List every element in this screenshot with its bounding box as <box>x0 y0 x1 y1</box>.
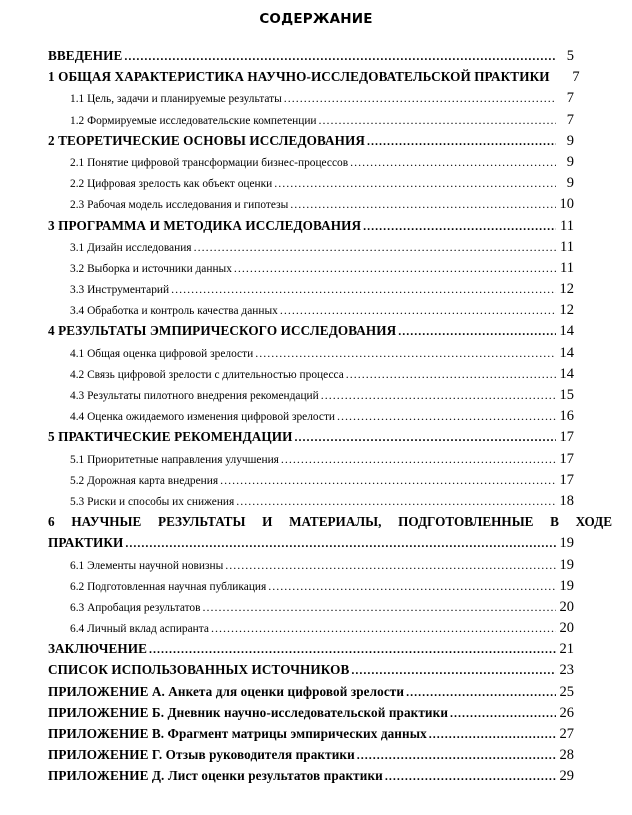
dot-leader <box>357 749 556 761</box>
toc-entry-page: 17 <box>559 429 574 446</box>
dot-leader <box>363 220 556 232</box>
toc-entry-label: 2 ТЕОРЕТИЧЕСКИЕ ОСНОВЫ ИССЛЕДОВАНИЯ <box>48 132 366 148</box>
dot-leader <box>211 622 556 634</box>
toc-entry-page: 14 <box>559 323 574 340</box>
dot-leader <box>385 770 556 782</box>
toc-entry-1-2[interactable] <box>48 112 632 133</box>
toc-entry-5-2[interactable] <box>48 472 632 493</box>
toc-entry-appendix-a[interactable] <box>48 684 632 705</box>
toc-entry-appendix-v[interactable] <box>48 726 632 747</box>
toc-entry-page: 5 <box>566 48 574 64</box>
toc-entry-page: 11 <box>560 259 574 276</box>
dot-leader <box>281 453 556 465</box>
dot-leader <box>234 262 556 274</box>
toc-entry-page: 19 <box>559 577 574 594</box>
toc-entry-page: 21 <box>559 641 574 658</box>
toc-entry-page: 16 <box>559 408 574 425</box>
dot-leader <box>125 537 556 549</box>
toc-entry-2-3[interactable] <box>48 196 632 217</box>
toc-entry-page: 26 <box>559 704 574 721</box>
toc-entry-section-3[interactable] <box>48 218 632 239</box>
dot-leader <box>236 495 556 507</box>
toc-entry-page: 19 <box>559 556 574 573</box>
toc-entry-label: 4.4 Оценка ожидаемого изменения цифровой зрелости <box>70 411 336 424</box>
toc-entry-page: 11 <box>560 217 574 234</box>
toc-entry-appendix-d[interactable] <box>48 768 632 789</box>
dot-leader <box>406 686 556 698</box>
toc-entry-label: 6.1 Элементы научной новизны <box>70 559 224 572</box>
toc-entry-label: 2.3 Рабочая модель исследования и гипотезы <box>70 199 289 212</box>
toc-entry-label: 4.1 Общая оценка цифровой зрелости <box>70 347 254 360</box>
dot-leader <box>398 325 556 337</box>
toc-entry-page: 7 <box>566 111 574 128</box>
toc-entry-3-4[interactable] <box>48 302 632 323</box>
toc-entry-page: 20 <box>559 598 574 615</box>
toc-entry-page: 17 <box>559 471 574 488</box>
toc-entry-page: 12 <box>559 281 574 298</box>
dot-leader <box>194 241 556 253</box>
dot-leader <box>203 601 557 613</box>
toc-entry-6-3[interactable] <box>48 599 632 620</box>
toc-entry-page: 9 <box>566 153 574 170</box>
toc-entry-section-6-line1[interactable]: 6 НАУЧНЫЕ РЕЗУЛЬТАТЫ И МАТЕРИАЛЫ, ПОДГОТОВЛЕННЫЕ В ХОДЕ <box>48 514 612 530</box>
toc-entry-5-3[interactable] <box>48 493 632 514</box>
toc-entry-label: 1.2 Формируемые исследовательские компетенции <box>70 114 317 127</box>
toc-entry-section-5[interactable] <box>48 429 632 450</box>
toc-entry-label: 3.1 Дизайн исследования <box>70 241 192 254</box>
toc-entry-label: 1 ОБЩАЯ ХАРАКТЕРИСТИКА НАУЧНО-ИССЛЕДОВАТЕЛЬСКОЙ ПРАКТИКИ <box>48 69 550 85</box>
toc-entry-page: 10 <box>559 196 574 213</box>
toc-entry-label: 3.3 Инструментарий <box>70 284 170 297</box>
toc-entry-label: 3.2 Выборка и источники данных <box>70 262 232 275</box>
toc-entry-page: 18 <box>559 492 574 509</box>
toc-entry-page: 14 <box>559 344 574 361</box>
dot-leader <box>124 50 556 62</box>
table-of-contents <box>48 48 632 790</box>
toc-entry-label: 2.1 Понятие цифровой трансформации бизнес-процессов <box>70 156 349 169</box>
dot-leader <box>268 580 556 592</box>
toc-entry-label: 5 ПРАКТИЧЕСКИЕ РЕКОМЕНДАЦИИ <box>48 429 293 445</box>
toc-entry-label: 5.3 Риски и способы их снижения <box>70 495 235 508</box>
toc-entry-appendix-b[interactable] <box>48 705 632 726</box>
toc-entry-4-3[interactable] <box>48 387 632 408</box>
toc-entry-6-4[interactable] <box>48 620 632 641</box>
toc-entry-label: ПРИЛОЖЕНИЕ Г. Отзыв руководителя практики <box>48 747 355 763</box>
toc-entry-label: 6.4 Личный вклад аспиранта <box>70 623 209 636</box>
toc-entry-page: 15 <box>559 387 574 403</box>
toc-entry-appendix-g[interactable] <box>48 747 632 768</box>
toc-entry-page: 7 <box>572 69 580 86</box>
dot-leader <box>351 664 556 676</box>
toc-entry-label: ЗАКЛЮЧЕНИЕ <box>48 641 148 657</box>
toc-entry-3-3[interactable] <box>48 281 632 302</box>
toc-entry-6-1[interactable] <box>48 557 632 578</box>
toc-entry-label: ПРИЛОЖЕНИЕ Б. Дневник научно-исследовательской практики <box>48 704 449 720</box>
toc-entry-page: 7 <box>566 90 574 107</box>
toc-entry-6-2[interactable] <box>48 578 632 599</box>
toc-entry-page: 27 <box>559 726 574 742</box>
toc-entry-label: ПРИЛОЖЕНИЕ Д. Лист оценки результатов практики <box>48 768 383 784</box>
dot-leader <box>290 198 556 210</box>
toc-entry-label: 6.3 Апробация результатов <box>70 601 201 614</box>
toc-entry-page: 9 <box>566 132 574 149</box>
toc-entry-1-1[interactable] <box>48 90 632 111</box>
dot-leader <box>225 559 556 571</box>
toc-entry-page: 17 <box>559 450 574 467</box>
toc-entry-section-2[interactable] <box>48 133 632 154</box>
dot-leader <box>274 177 556 189</box>
dot-leader <box>255 347 556 359</box>
dot-leader <box>350 156 556 168</box>
dot-leader <box>321 389 556 401</box>
toc-entry-page: 28 <box>559 747 574 764</box>
toc-entry-label: 4 РЕЗУЛЬТАТЫ ЭМПИРИЧЕСКОГО ИССЛЕДОВАНИЯ <box>48 323 397 339</box>
dot-leader <box>294 431 556 443</box>
toc-entry-label: 5.1 Приоритетные направления улучшения <box>70 453 279 466</box>
toc-entry-4-4[interactable] <box>48 408 632 429</box>
toc-entry-label: 6.2 Подготовленная научная публикация <box>70 580 267 593</box>
toc-entry-page: 25 <box>559 683 574 700</box>
toc-entry-2-2[interactable] <box>48 175 632 196</box>
dot-leader <box>220 474 556 486</box>
toc-entry-5-1[interactable] <box>48 451 632 472</box>
toc-entry-introduction[interactable] <box>48 48 632 69</box>
toc-entry-label: 2.2 Цифровая зрелость как объект оценки <box>70 178 273 191</box>
dot-leader <box>171 283 556 295</box>
toc-entry-page: 12 <box>559 302 574 319</box>
toc-entry-4-1[interactable] <box>48 345 632 366</box>
toc-entry-3-2[interactable] <box>48 260 632 281</box>
toc-entry-label: 1.1 Цель, задачи и планируемые результаты <box>70 93 282 106</box>
toc-entry-section-1[interactable] <box>48 69 632 90</box>
toc-entry-label: ВВЕДЕНИЕ <box>48 48 123 63</box>
toc-entry-page: 29 <box>559 768 574 785</box>
toc-entry-section-6[interactable] <box>48 535 632 556</box>
toc-entry-conclusion[interactable] <box>48 641 632 662</box>
dot-leader <box>319 114 556 126</box>
dot-leader <box>367 135 556 147</box>
toc-entry-references[interactable] <box>48 662 632 683</box>
toc-entry-label: ПРИЛОЖЕНИЕ А. Анкета для оценки цифровой зрелости <box>48 683 405 699</box>
toc-entry-label: 3 ПРОГРАММА И МЕТОДИКА ИССЛЕДОВАНИЯ <box>48 217 362 233</box>
toc-entry-page: 19 <box>559 535 574 552</box>
toc-entry-page: 23 <box>559 662 574 679</box>
toc-entry-label: 5.2 Дорожная карта внедрения <box>70 474 219 487</box>
dot-leader <box>149 643 556 655</box>
dot-leader <box>429 728 556 740</box>
toc-entry-label: ПРАКТИКИ <box>48 535 124 551</box>
toc-entry-label: 4.2 Связь цифровой зрелости с длительностью процесса <box>70 368 344 381</box>
toc-entry-section-4[interactable] <box>48 323 632 344</box>
dot-leader <box>450 707 556 719</box>
toc-entry-label: 3.4 Обработка и контроль качества данных <box>70 305 278 318</box>
dot-leader <box>280 304 556 316</box>
toc-entry-page: 9 <box>566 175 574 192</box>
toc-entry-label: ПРИЛОЖЕНИЕ В. Фрагмент матрицы эмпирических данных <box>48 726 427 741</box>
toc-entry-4-2[interactable] <box>48 366 632 387</box>
toc-entry-page: 14 <box>559 365 574 382</box>
toc-entry-2-1[interactable] <box>48 154 632 175</box>
toc-entry-page: 20 <box>559 620 574 637</box>
toc-entry-3-1[interactable] <box>48 239 632 260</box>
dot-leader <box>346 368 556 380</box>
toc-entry-label: СПИСОК ИСПОЛЬЗОВАННЫХ ИСТОЧНИКОВ <box>48 662 350 678</box>
dot-leader <box>284 92 556 104</box>
toc-entry-label: 4.3 Результаты пилотного внедрения рекомендаций <box>70 390 319 402</box>
toc-entry-page: 11 <box>560 238 574 255</box>
dot-leader <box>337 410 556 422</box>
toc-title: СОДЕРЖАНИЕ <box>259 11 373 27</box>
